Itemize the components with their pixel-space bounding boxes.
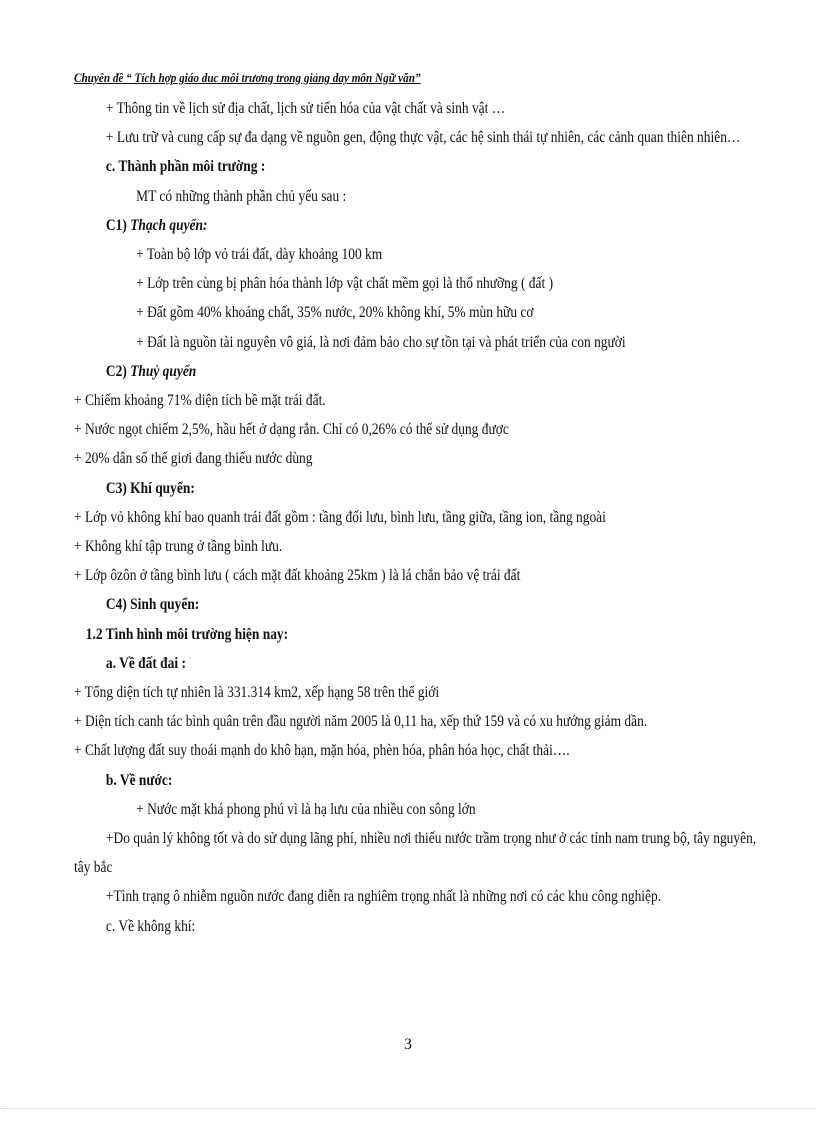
document-body (74, 94, 774, 941)
info-line-storage: + Lưu trữ và cung cấp sự đa dạng về nguồn gen, động thực vật, các hệ sinh thái tự nhiên, các cảnh quan thiên nhiên… (105, 129, 741, 147)
lithosphere-item-1: + Toàn bộ lớp vỏ trái đất, dày khoảng 100 km (136, 246, 383, 264)
subheading-hydrosphere (74, 357, 662, 386)
page-number: 3 (404, 1036, 412, 1053)
lithosphere-item-4: + Đất là nguồn tài nguyên vô giá, là nơi đảm bảo cho sự tồn tại và phát triển của con người (136, 333, 626, 351)
water-item-1: + Nước mặt khá phong phú vì là hạ lưu của nhiều con sông lớn (136, 800, 476, 818)
info-line-history: + Thông tin về lịch sử địa chất, lịch sử tiến hóa của vật chất và sinh vật … (105, 100, 506, 117)
subheading-lithosphere (74, 211, 662, 240)
page-bottom-border (0, 1108, 816, 1109)
land-item-1: + Tổng diện tích tự nhiên là 331.314 km2, xếp hạng 58 trên thế giới (74, 684, 440, 702)
atmosphere-item-3: + Lớp ôzôn ở tầng bình lưu ( cách mặt đất khoảng 25km ) là lá chắn bảo vệ trái đất (74, 567, 521, 585)
lithosphere-prefix: C1) (105, 216, 127, 234)
components-intro: MT có những thành phần chủ yếu sau : (136, 187, 347, 205)
section-heading-components: c. Thành phần môi trường : (105, 158, 266, 176)
subheading-air: c. Về không khí: (105, 917, 196, 935)
subheading-biosphere: C4) Sinh quyển: (105, 596, 200, 614)
subheading-land: a. Về đất đai : (105, 654, 186, 672)
water-item-2: +Do quản lý không tốt và do sử dụng lãng phí, nhiều nơi thiếu nước trầm trọng như ở các tỉnh nam trung bộ, tây nguyên, tây bắc (74, 830, 757, 877)
document-header: Chuyên đề “ Tích hợp giáo duc môi trương trong giảng day môn Ngữ văn” (74, 70, 421, 85)
hydrosphere-item-3: + 20% dân số thế giơi đang thiếu nước dùng (74, 450, 313, 468)
subheading-water: b. Về nước: (105, 771, 173, 789)
atmosphere-item-1: + Lớp vỏ không khí bao quanh trái đất gồm : tầng đối lưu, bình lưu, tầng giữa, tầng ion, tầng ngoài (74, 508, 606, 526)
hydrosphere-title: Thuỷ quyển (130, 362, 197, 380)
water-item-3: +Tình trạng ô nhiễm nguồn nước đang diễn ra nghiêm trọng nhất là những nơi có các khu công nghiệp. (105, 888, 662, 906)
lithosphere-title: Thạch quyển: (130, 216, 208, 234)
hydrosphere-item-1: + Chiếm khoảng 71% diện tích bề mặt trái đất. (74, 392, 326, 410)
subheading-atmosphere: C3) Khí quyển: (105, 479, 195, 497)
lithosphere-item-2: + Lớp trên cùng bị phân hóa thành lớp vật chất mềm gọi là thổ nhưỡng ( đất ) (136, 275, 554, 293)
hydrosphere-prefix: C2) (105, 362, 127, 380)
atmosphere-item-2: + Không khí tập trung ở tầng bình lưu. (74, 538, 283, 556)
land-item-2: + Diện tích canh tác bình quân trên đầu người năm 2005 là 0,11 ha, xếp thứ 159 và có xu hướng giảm dần. (74, 713, 648, 731)
section-heading-current-state: 1.2 Tình hình môi trường hiện nay: (85, 625, 289, 643)
lithosphere-item-3: + Đất gồm 40% khoáng chất, 35% nước, 20% không khí, 5% mùn hữu cơ (136, 304, 534, 322)
hydrosphere-item-2: + Nước ngọt chiếm 2,5%, hầu hết ở dạng rắn. Chỉ có 0,26% có thể sử dụng được (74, 421, 509, 439)
land-item-3: + Chất lượng đất suy thoái mạnh do khô hạn, mặn hóa, phèn hóa, phân hóa học, chất thải…. (74, 742, 570, 760)
